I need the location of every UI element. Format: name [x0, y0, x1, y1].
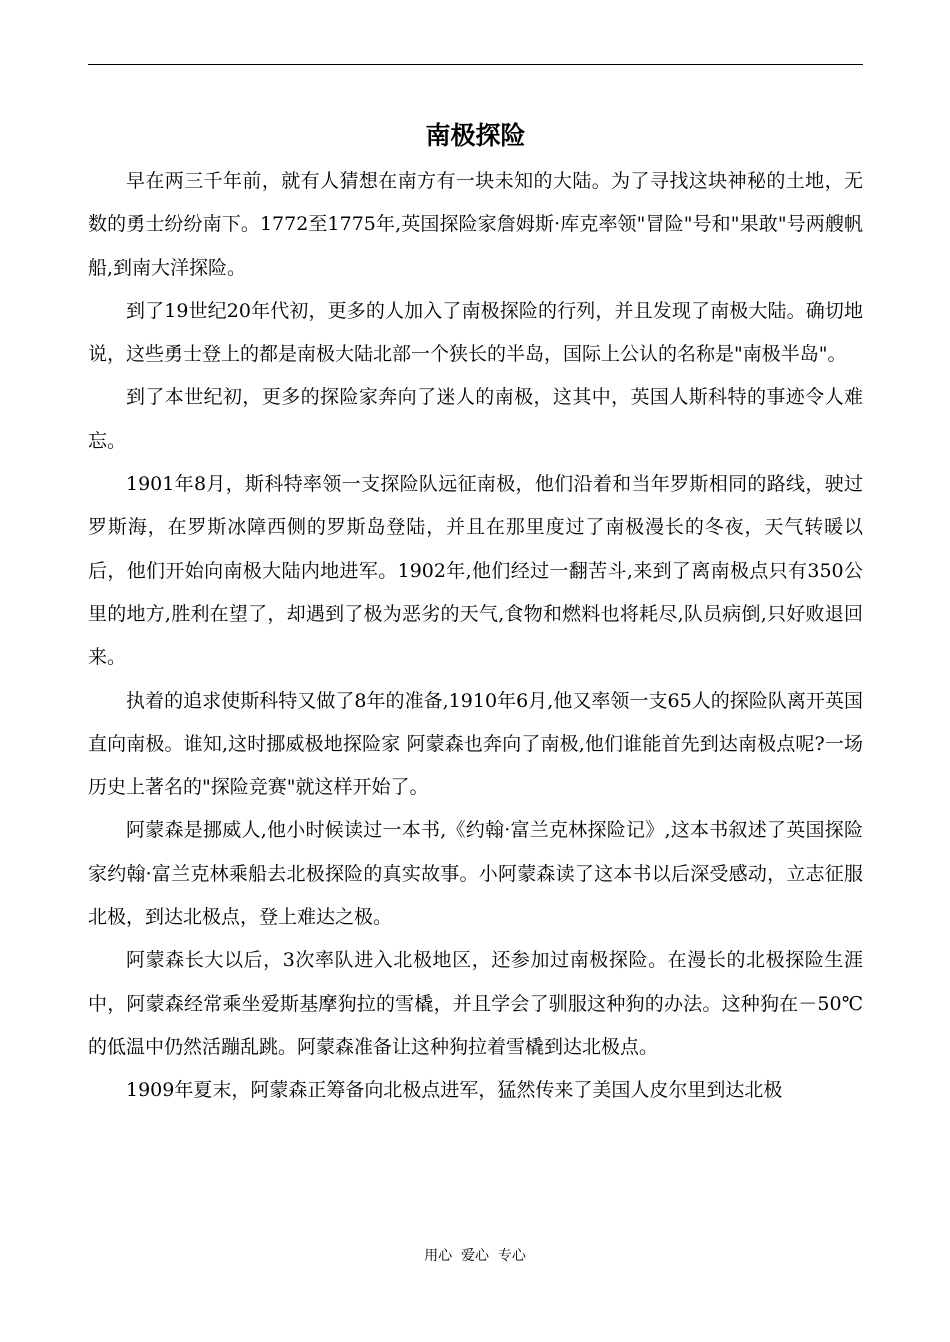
- header-rule: [88, 64, 863, 65]
- document-title: 南极探险: [425, 121, 526, 150]
- paragraph-2: 到了19世纪20年代初，更多的人加入了南极探险的行列，并且发现了南极大陆。确切地说，这些勇士登上的都是南极大陆北部一个狭长的半岛，国际上公认的名称是"南极半岛"。: [88, 299, 863, 366]
- page-footer: 用心 爱心 专心: [424, 1248, 526, 1264]
- paragraph-5: 执着的追求使斯科特又做了8年的准备,1910年6月,他又率领一支65人的探险队离开英国直向南极。谁知,这时挪威极地探险家 阿蒙森也奔向了南极,他们谁能首先到达南极点呢?一场历史上著名的"探险竞赛"就这样开始了。: [88, 689, 863, 799]
- paragraph-7: 阿蒙森长大以后，3次率队进入北极地区，还参加过南极探险。在漫长的北极探险生涯中，阿蒙森经常乘坐爱斯基摩狗拉的雪橇，并且学会了驯服这种狗的办法。这种狗在－50℃的低温中仍然活蹦乱跳。阿蒙森准备让这种狗拉着雪橇到达北极点。: [88, 949, 863, 1058]
- paragraph-4: 1901年8月，斯科特率领一支探险队远征南极，他们沿着和当年罗斯相同的路线，驶过罗斯海，在罗斯冰障西侧的罗斯岛登陆，并且在那里度过了南极漫长的冬夜，天气转暖以后，他们开始向南极大陆内地进军。1902年,他们经过一翻苦斗,来到了离南极点只有350公里的地方,胜利在望了，却遇到了极为恶劣的天气,食物和燃料也将耗尽,队员病倒,只好败退回来。: [88, 473, 863, 669]
- paragraph-8: 1909年夏末，阿蒙森正筹备向北极点进军，猛然传来了美国人皮尔里到达北极: [126, 1079, 783, 1102]
- paragraph-6: 阿蒙森是挪威人,他小时候读过一本书,《约翰·富兰克林探险记》,这本书叙述了英国探险家约翰·富兰克林乘船去北极探险的真实故事。小阿蒙森读了这本书以后深受感动，立志征服北极，到达北极点，登上难达之极。: [88, 819, 863, 929]
- paragraph-3: 到了本世纪初，更多的探险家奔向了迷人的南极，这其中，英国人斯科特的事迹令人难忘。: [88, 386, 863, 452]
- document-body: [88, 160, 863, 1113]
- paragraph-1: 早在两三千年前，就有人猜想在南方有一块未知的大陆。为了寻找这块神秘的土地，无数的勇士纷纷南下。1772至1775年,英国探险家詹姆斯·库克率领"冒险"号和"果敢"号两艘帆船,到南大洋探险。: [88, 170, 863, 279]
